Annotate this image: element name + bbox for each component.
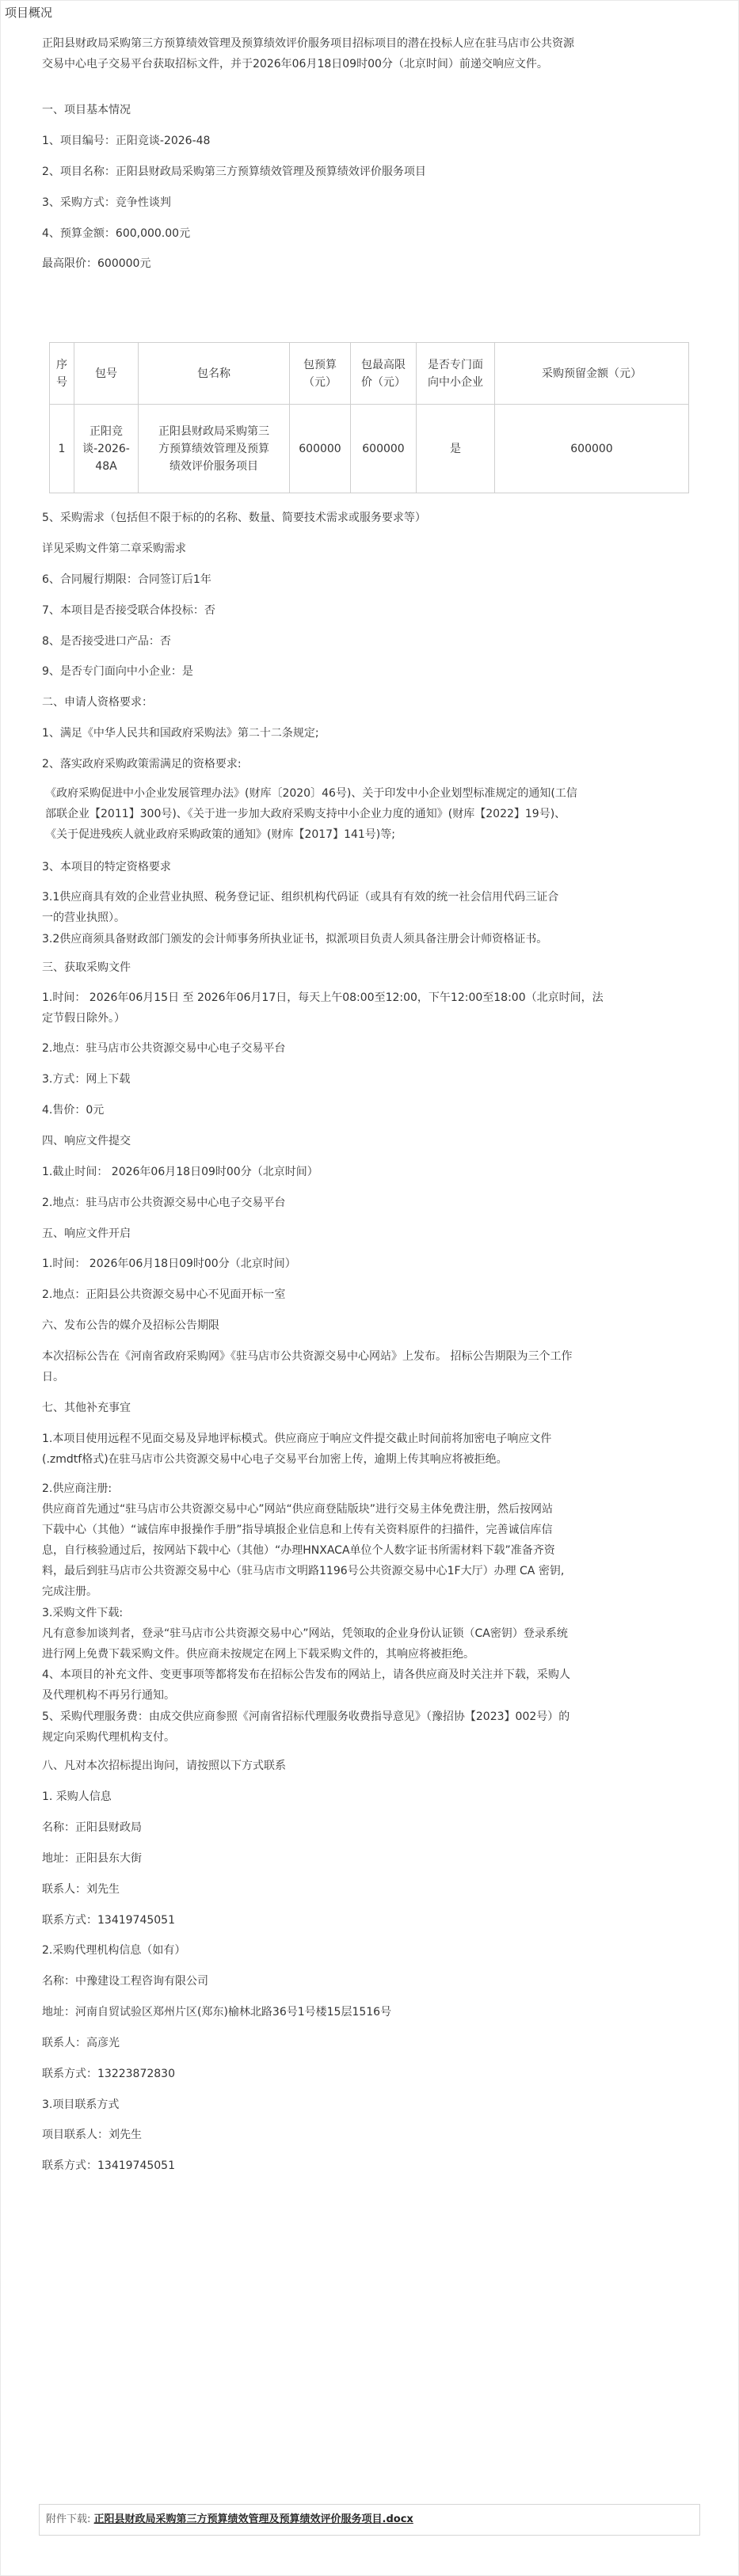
policy-line: 《关于促进残疾人就业政府采购政策的通知》(财库【2017】141号)等; xyxy=(45,828,395,841)
other-line: (.zmdtf格式)在驻马店市公共资源交易中心电子交易平台加密上传，逾期上传其响应将被拒绝。 xyxy=(42,1453,508,1466)
header-cell: 包名称 xyxy=(139,343,290,405)
contact-line: 2.采购代理机构信息（如有） xyxy=(42,1944,186,1957)
info-line: 2.地点：驻马店市公共资源交易中心电子交易平台 xyxy=(42,1042,286,1055)
info-line: 8、是否接受进口产品：否 xyxy=(42,635,171,648)
other-line: 5、采购代理服务费：由成交供应商参照《河南省招标代理服务收费指导意见》（豫招协【2023】002号）的 xyxy=(42,1710,570,1723)
info-line: 1、项目编号：正阳竞谈-2026-48 xyxy=(42,135,211,147)
section-heading: 三、获取采购文件 xyxy=(42,961,131,974)
contact-line: 联系方式：13223872830 xyxy=(42,2068,175,2080)
table-header-row xyxy=(50,343,689,405)
info-line: 1.时间： 2026年06月18日09时00分（北京时间） xyxy=(42,1258,296,1270)
section-heading: 一、项目基本情况 xyxy=(42,104,131,116)
other-line: 凡有意参加谈判者，登录“驻马店市公共资源交易中心”网站，凭领取的企业身份认证锁（CA密钥）登录系统 xyxy=(42,1627,568,1640)
other-line: 息，自行核验通过后，按网站下载中心（其他）“办理HNXACA单位个人数字证书所需材料下载”准备齐资 xyxy=(42,1544,555,1557)
table-cell: 正阳竞 谈-2026- 48A xyxy=(74,405,139,493)
header-cell: 序 号 xyxy=(50,343,74,405)
other-line: 规定向采购代理机构支付。 xyxy=(42,1731,175,1744)
other-line: 1.本项目使用远程不见面交易及异地评标模式。供应商应于响应文件提交截止时间前将加密电子响应文件 xyxy=(42,1433,552,1445)
contact-line: 项目联系人：刘先生 xyxy=(42,2129,142,2141)
other-line: 3.采购文件下载: xyxy=(42,1607,124,1619)
info-line: 7、本项目是否接受联合体投标：否 xyxy=(42,604,215,617)
overview-line: 交易中心电子交易平台获取招标文件，并于2026年06月18日09时00分（北京时间）前递交响应文件。 xyxy=(42,58,548,70)
media-line: 本次招标公告在《河南省政府采购网》《驻马店市公共资源交易中心网站》上发布。 招标公告期限为三个工作 xyxy=(42,1350,573,1363)
attachment-box xyxy=(39,2504,700,2536)
info-line: 1.时间： 2026年06月15日 至 2026年06月17日，每天上午08:00至12:00，下午12:00至18:00（北京时间，法 xyxy=(42,991,604,1004)
other-line: 料，最后到驻马店市公共资源交易中心（驻马店市文明路1196号公共资源交易中心1F大厅）办理 CA 密钥, xyxy=(42,1565,565,1577)
header-cell: 采购预留金额（元） xyxy=(495,343,689,405)
contact-line: 地址：正阳县东大街 xyxy=(42,1852,142,1865)
info-line: 2.地点：正阳县公共资源交易中心不见面开标一室 xyxy=(42,1288,286,1301)
info-line: 3.方式：网上下载 xyxy=(42,1073,131,1086)
contact-line: 联系人：刘先生 xyxy=(42,1883,120,1896)
project-table xyxy=(49,342,689,493)
info-line: 2、项目名称：正阳县财政局采购第三方预算绩效管理及预算绩效评价服务项目 xyxy=(42,166,426,178)
contact-line: 3.项目联系方式 xyxy=(42,2098,120,2111)
info-line: 1、满足《中华人民共和国政府采购法》第二十二条规定; xyxy=(42,727,319,740)
info-line: 2、落实政府采购政策需满足的资格要求: xyxy=(42,758,242,771)
info-line: 2.地点：驻马店市公共资源交易中心电子交易平台 xyxy=(42,1197,286,1209)
qual-line: 一的营业执照）。 xyxy=(42,911,125,924)
attachment-label: 附件下载: xyxy=(46,2513,91,2525)
section-heading: 四、响应文件提交 xyxy=(42,1135,131,1147)
other-line: 供应商首先通过“驻马店市公共资源交易中心”网站“供应商登陆版块”进行交易主体免费注册，然后按网站 xyxy=(42,1503,554,1516)
policy-line: 《政府采购促进中小企业发展管理办法》(财库〔2020〕46号)、关于印发中小企业划型标准规定的通知(工信 xyxy=(45,787,577,800)
contact-line: 联系人：高彦光 xyxy=(42,2037,120,2049)
contact-line: 名称：正阳县财政局 xyxy=(42,1821,142,1834)
table-cell: 600000 xyxy=(290,405,351,493)
info-line: 定节假日除外。） xyxy=(42,1012,125,1025)
table-cell: 600000 xyxy=(351,405,417,493)
page-title: 项目概况 xyxy=(5,6,53,20)
info-line: 详见采购文件第二章采购需求 xyxy=(42,542,186,555)
info-line: 最高限价：600000元 xyxy=(42,257,151,270)
table-cell: 正阳县财政局采购第三 方预算绩效管理及预算 绩效评价服务项目 xyxy=(139,405,290,493)
overview-line: 正阳县财政局采购第三方预算绩效管理及预算绩效评价服务项目招标项目的潜在投标人应在驻马店市公共资源 xyxy=(42,37,574,50)
table-cell: 是 xyxy=(417,405,495,493)
contact-line: 名称：中豫建设工程咨询有限公司 xyxy=(42,1975,208,1988)
contact-line: 联系方式：13419745051 xyxy=(42,2159,175,2172)
info-line: 9、是否专门面向中小企业：是 xyxy=(42,665,193,678)
info-line: 5、采购需求（包括但不限于标的的名称、数量、简要技术需求或服务要求等） xyxy=(42,512,426,524)
table-row xyxy=(50,405,689,493)
info-line: 3、采购方式：竞争性谈判 xyxy=(42,196,171,209)
info-line: 1.截止时间： 2026年06月18日09时00分（北京时间） xyxy=(42,1166,318,1178)
other-line: 2.供应商注册: xyxy=(42,1482,112,1495)
info-line: 6、合同履行期限：合同签订后1年 xyxy=(42,573,211,586)
header-cell: 是否专门面 向中小企业 xyxy=(417,343,495,405)
other-line: 进行网上免费下载采购文件。供应商未按规定在网上下载采购文件的，其响应将被拒绝。 xyxy=(42,1648,474,1661)
other-line: 完成注册。 xyxy=(42,1585,97,1598)
header-cell: 包号 xyxy=(74,343,139,405)
attachment-download-link[interactable]: 正阳县财政局采购第三方预算绩效管理及预算绩效评价服务项目.docx xyxy=(93,2513,413,2525)
header-cell: 包预算 （元） xyxy=(290,343,351,405)
section-heading: 八、凡对本次招标提出询问，请按照以下方式联系 xyxy=(42,1760,286,1772)
other-line: 及代理机构不再另行通知。 xyxy=(42,1689,175,1702)
info-line: 4.售价：0元 xyxy=(42,1104,105,1117)
qual-line: 3.2供应商须具备财政部门颁发的会计师事务所执业证书，拟派项目负责人须具备注册会计师资格证书。 xyxy=(42,933,548,946)
section-heading: 六、发布公告的媒介及招标公告期限 xyxy=(42,1319,219,1332)
media-line: 日。 xyxy=(42,1371,64,1383)
section-heading: 二、申请人资格要求： xyxy=(42,696,153,709)
other-line: 下载中心（其他）“诚信库申报操作手册”指导填报企业信息和上传有关资料原件的扫描件，完善诚信库信 xyxy=(42,1524,553,1536)
qual-line: 3.1供应商具有效的企业营业执照、税务登记证、组织机构代码证（或具有有效的统一社会信用代码三证合 xyxy=(42,891,559,904)
contact-line: 1. 采购人信息 xyxy=(42,1790,112,1803)
policy-line: 部联企业【2011】300号)、《关于进一步加大政府采购支持中小企业力度的通知》(财库【2022】19号)、 xyxy=(45,808,566,820)
table-cell: 600000 xyxy=(495,405,689,493)
section-heading: 五、响应文件开启 xyxy=(42,1227,131,1240)
contact-line: 地址：河南自贸试验区郑州片区(郑东)榆林北路36号1号楼15层1516号 xyxy=(42,2006,392,2019)
other-line: 4、本项目的补充文件、变更事项等都将发布在招标公告发布的网站上，请各供应商及时关注并下载，采购人 xyxy=(42,1669,570,1681)
info-line: 4、预算金额：600,000.00元 xyxy=(42,227,191,240)
info-line: 3、本项目的特定资格要求 xyxy=(42,861,171,873)
table-cell: 1 xyxy=(50,405,74,493)
header-cell: 包最高限 价（元） xyxy=(351,343,417,405)
contact-line: 联系方式：13419745051 xyxy=(42,1914,175,1927)
section-heading: 七、其他补充事宜 xyxy=(42,1402,131,1414)
